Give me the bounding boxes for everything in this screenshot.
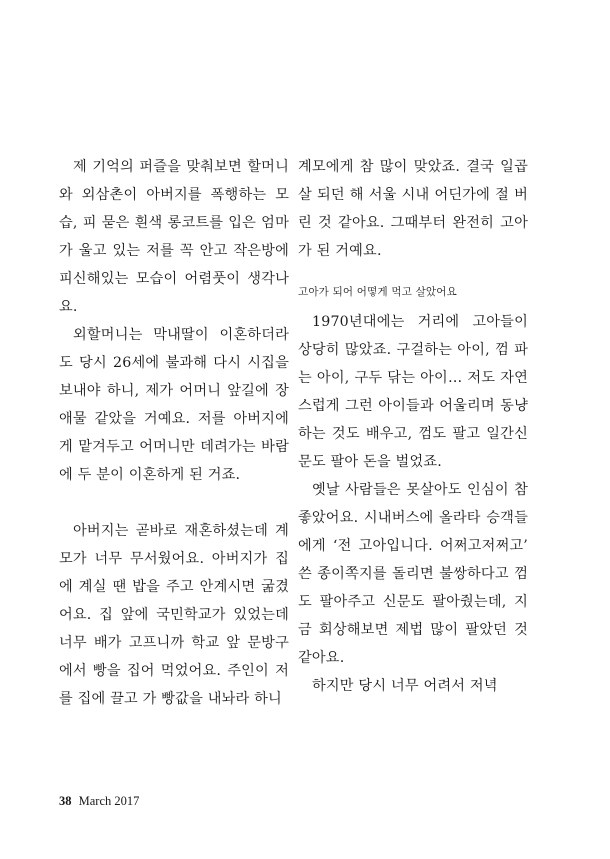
continued-paragraph: 계모에게 참 많이 맞았죠. 결국 일곱 살 되던 해 서울 시내 어딘가에 절 버린 것 같아요. 그때부터 완전히 고아가 된 거예요. <box>298 159 528 259</box>
page-footer <box>59 794 139 809</box>
body-paragraph: 1970년대에는 거리에 고아들이 상당히 많았죠. 구걸하는 아이, 껌 파는 아이, 구두 닦는 아이… 저도 자연스럽게 그런 아이들과 어울리며 동냥하는 것도 배우고, 껌도 팔고 일간신문도 팔아 돈을 벌었죠. <box>298 314 528 470</box>
left-column <box>59 153 289 713</box>
issue-date: March 2017 <box>78 794 140 808</box>
body-paragraph: 제 기억의 퍼즐을 맞춰보면 할머니와 외삼촌이 아버지를 폭행하는 모습, 피 묻은 흰색 롱코트를 입은 엄마가 울고 있는 저를 꼭 안고 작은방에 피신해있는 모습이 어렴풋이 생각나요. <box>59 159 289 315</box>
right-column <box>298 153 528 700</box>
body-paragraph: 옛날 사람들은 못살아도 인심이 참 좋았어요. 시내버스에 올라타 승객들에게 ‘전 고아입니다. 어쩌고저쩌고’ 쓴 종이쪽지를 돌리면 불쌍하다고 껌도 팔아주고 신문도 팔아줬는데, 지금 회상해보면 제법 많이 팔았던 것 같아요. <box>298 482 528 666</box>
body-paragraph: 외할머니는 막내딸이 이혼하더라도 당시 26세에 불과해 다시 시집을 보내야 하니, 제가 어머니 앞길에 장애물 같았을 거예요. 저를 아버지에게 맡겨두고 어머니만 데려가는 바람에 두 분이 이혼하게 된 거죠. <box>59 327 289 483</box>
paragraph-gap <box>59 489 289 517</box>
section-subheading: 고아가 되어 어떻게 먹고 살았어요 <box>298 286 457 298</box>
page-number: 38 <box>59 794 72 808</box>
body-paragraph: 하지만 당시 너무 어려서 저녁 <box>312 678 498 694</box>
body-paragraph: 아버지는 곧바로 재혼하셨는데 계모가 너무 무서웠어요. 아버지가 집에 계실 땐 밥을 주고 안계시면 굶겼어요. 집 앞에 국민학교가 있었는데 너무 배가 고프니까 학교 앞 문방구에서 빵을 집어 먹었어요. 주인이 저를 집에 끌고 가 빵값을 내놔라 하니 <box>59 523 289 707</box>
